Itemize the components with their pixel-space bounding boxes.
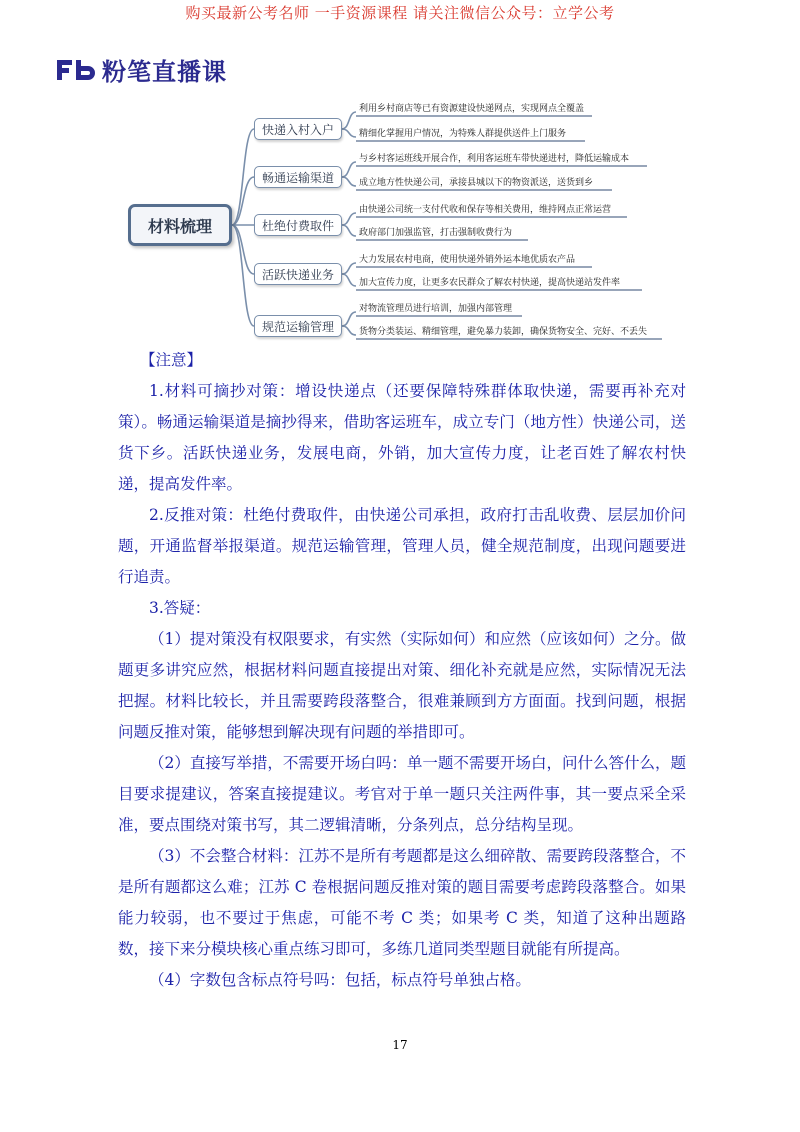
- mindmap-leaf: 成立地方性快递公司，承接县城以下的物资派送，送货到乡: [359, 178, 594, 188]
- mindmap-branch: 快递入村入户: [254, 118, 342, 140]
- mindmap-branch: 畅通运输渠道: [254, 166, 342, 188]
- mindmap-root: 材料梳理: [128, 204, 232, 246]
- mindmap-branch: 活跃快递业务: [254, 263, 342, 285]
- mindmap-leaf: 对物流管理员进行培训，加强内部管理: [359, 304, 513, 314]
- page-number: 17: [392, 1038, 408, 1052]
- paragraph: 2.反推对策：杜绝付费取件，由快递公司承担，政府打击乱收费、层层加价问题，开通监督举报渠道。规范运输管理，管理人员，健全规范制度，出现问题要进行追责。: [118, 506, 686, 586]
- mindmap-leaf: 加大宣传力度，让更多农民群众了解农村快递，提高快递站发件率: [359, 278, 621, 288]
- paragraph: （1）提对策没有权限要求，有实然（实际如何）和应然（应该如何）之分。做题更多讲究应然，根据材料问题直接提出对策、细化补充就是应然，实际情况无法把握。材料比较长，并且需要跨段落整合，很难兼顾到方方面面。找到问题，根据问题反推对策，能够想到解决现有问题的举措即可。: [118, 630, 686, 741]
- paragraph: 3.答疑：: [149, 599, 211, 617]
- mindmap: [122, 92, 667, 347]
- mindmap-leaf: 与乡村客运班线开展合作，利用客运班车带快递进村，降低运输成本: [359, 154, 630, 164]
- mindmap-branch: 杜绝付费取件: [254, 214, 342, 236]
- paragraph: 1.材料可摘抄对策：增设快递点（还要保障特殊群体取快递，需要再补充对策）。畅通运输渠道是摘抄得来，借助客运班车，成立专门（地方性）快递公司，送货下乡。活跃快递业务，发展电商，外销，加大宣传力度，让老百姓了解农村快递，提高发件率。: [118, 382, 686, 493]
- mindmap-branch: 规范运输管理: [254, 315, 342, 337]
- fenbi-logo-icon: [56, 57, 96, 83]
- logo-text: 粉笔直播课: [102, 58, 227, 86]
- top-banner: 购买最新公考名师 一手资源课程 请关注微信公众号：立学公考: [185, 4, 615, 22]
- mindmap-leaf: 利用乡村商店等已有资源建设快递网点，实现网点全覆盖: [359, 104, 585, 114]
- mindmap-leaf: 精细化掌握用户情况，为特殊人群提供送件上门服务: [359, 129, 567, 139]
- mindmap-leaf: 货物分类装运、精细管理，避免暴力装卸，确保货物安全、完好、不丢失: [359, 327, 648, 337]
- paragraph: （3）不会整合材料：江苏不是所有考题都是这么细碎散、需要跨段落整合，不是所有题都这么难；江苏 C 卷根据问题反推对策的题目需要考虑跨段落整合。如果能力较弱，也不要过于焦虑，可能不考 C 类；如果考 C 类，知道了这种出题路数，接下来分模块核心重点练习即可，多练几道同类型题目就能有所提高。: [118, 847, 686, 958]
- section-heading: 【注意】: [140, 351, 203, 369]
- document-body: [118, 345, 686, 996]
- mindmap-leaf: 由快递公司统一支付代收和保存等相关费用，维持网点正常运营: [359, 205, 612, 215]
- logo: [56, 52, 227, 87]
- mindmap-leaf: 政府部门加强监管，打击强制收费行为: [359, 228, 513, 238]
- paragraph: （2）直接写举措，不需要开场白吗：单一题不需要开场白，问什么答什么，题目要求提建议，答案直接提建议。考官对于单一题只关注两件事，其一要点采全采准，要点围绕对策书写，其二逻辑清晰，分条列点，总分结构呈现。: [118, 754, 686, 834]
- paragraph: （4）字数包含标点符号吗：包括，标点符号单独占格。: [149, 971, 531, 989]
- mindmap-leaf: 大力发展农村电商，使用快递外销外运本地优质农产品: [359, 255, 576, 265]
